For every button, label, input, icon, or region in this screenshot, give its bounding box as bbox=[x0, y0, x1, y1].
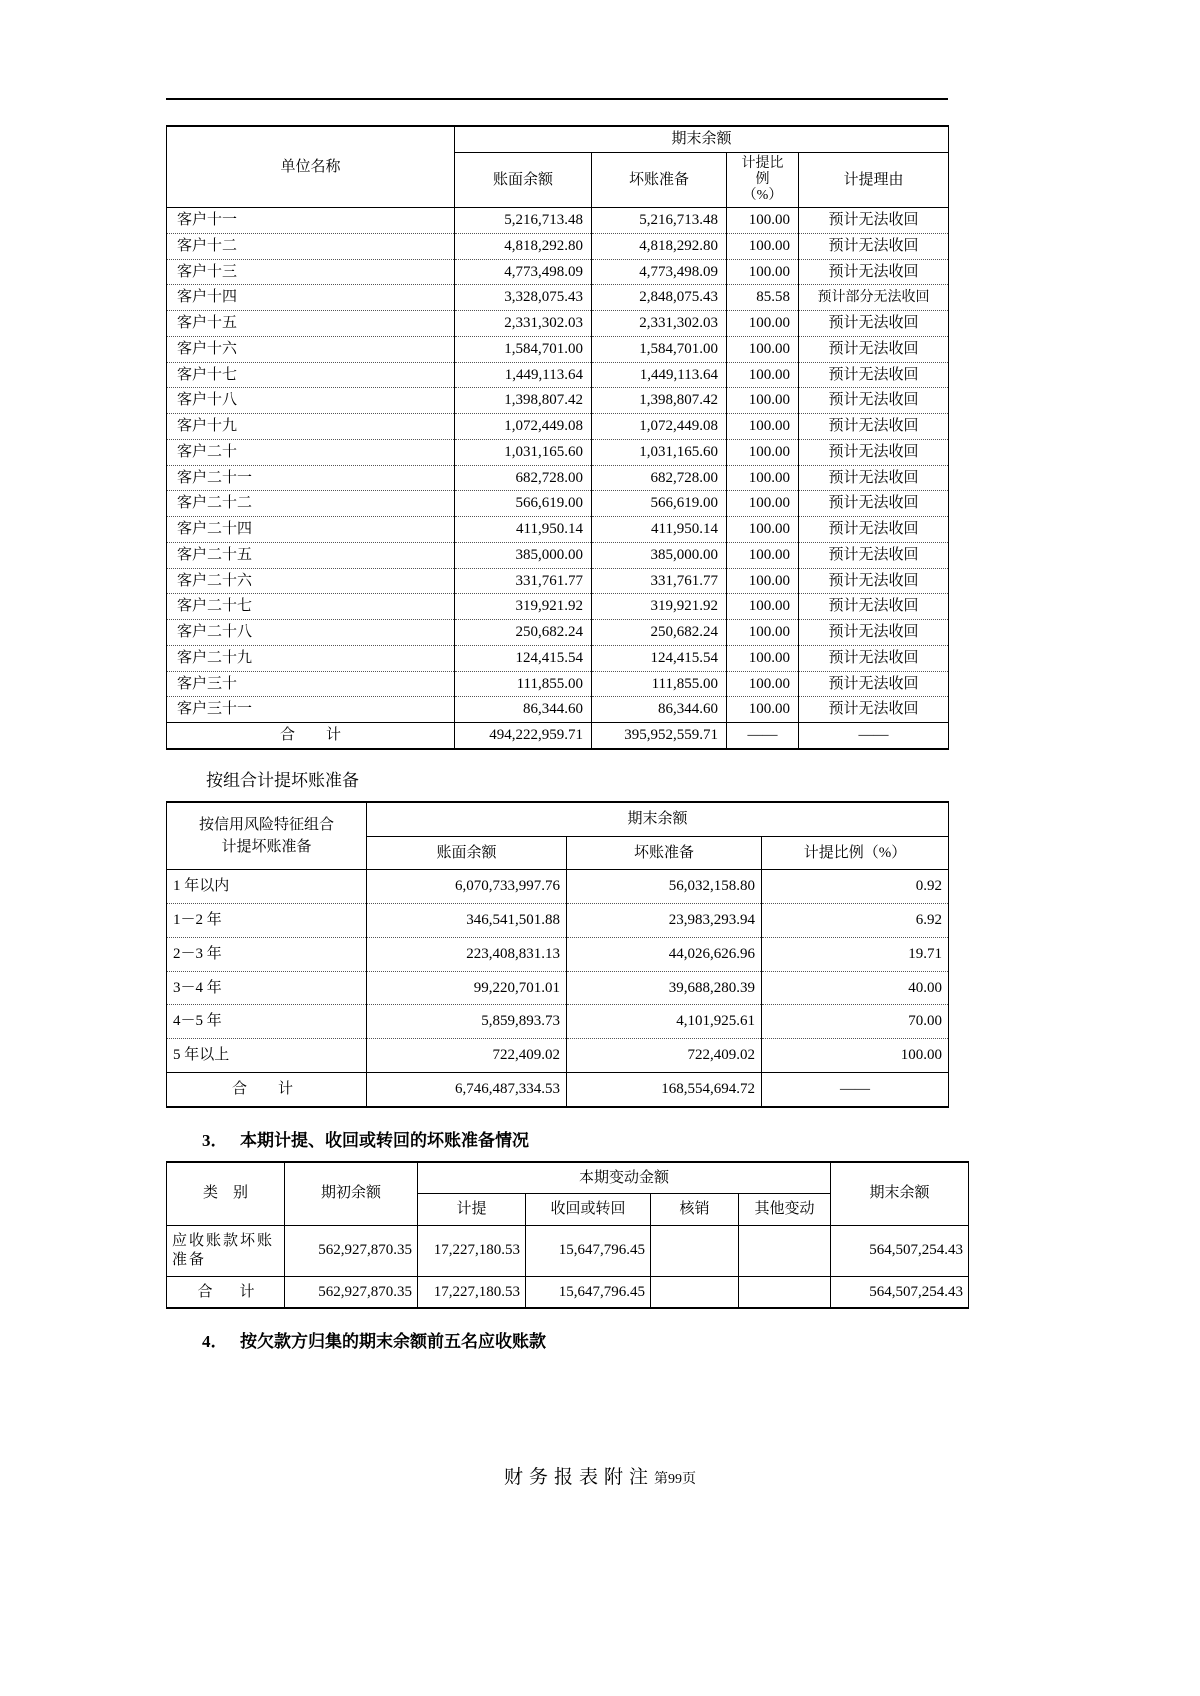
cell-ratio: 100.00 bbox=[727, 388, 799, 414]
cell-reason: 预计无法收回 bbox=[799, 542, 949, 568]
cell-provision: 411,950.14 bbox=[592, 517, 727, 543]
cell-unit-name: 客户二十五 bbox=[167, 542, 455, 568]
cell-provision: 44,026,626.96 bbox=[567, 937, 762, 971]
cell-provision: 86,344.60 bbox=[592, 697, 727, 723]
cell-reason: 预计无法收回 bbox=[799, 336, 949, 362]
cell-provision: 5,216,713.48 bbox=[592, 208, 727, 234]
cell-writeoff bbox=[651, 1226, 739, 1277]
cell-provision: 23,983,293.94 bbox=[567, 904, 762, 938]
table-row bbox=[167, 1162, 969, 1194]
cell-total-book-balance: 6,746,487,334.53 bbox=[367, 1072, 567, 1106]
cell-total-provision: 168,554,694.72 bbox=[567, 1072, 762, 1106]
cell-reason: 预计无法收回 bbox=[799, 362, 949, 388]
cell-ratio: 100.00 bbox=[727, 517, 799, 543]
cell-unit-name: 客户二十七 bbox=[167, 594, 455, 620]
cell-provision: 385,000.00 bbox=[592, 542, 727, 568]
table-total-row bbox=[167, 1276, 969, 1308]
cell-unit-name: 客户二十二 bbox=[167, 491, 455, 517]
table-individual-provision bbox=[166, 125, 949, 750]
cell-ratio: 100.00 bbox=[727, 311, 799, 337]
cell-provision: 319,921.92 bbox=[592, 594, 727, 620]
cell-reason: 预计无法收回 bbox=[799, 568, 949, 594]
table-row bbox=[167, 645, 949, 671]
col-header-change-amount: 本期变动金额 bbox=[418, 1162, 831, 1194]
cell-other-change bbox=[739, 1226, 831, 1277]
cell-book-balance: 1,398,807.42 bbox=[455, 388, 592, 414]
cell-book-balance: 223,408,831.13 bbox=[367, 937, 567, 971]
cell-unit-name: 客户十一 bbox=[167, 208, 455, 234]
footer-title: 财务报表附注 bbox=[503, 1467, 654, 1488]
col-header-book-balance: 账面余额 bbox=[367, 836, 567, 870]
cell-ratio: 100.00 bbox=[727, 491, 799, 517]
cell-ratio: 70.00 bbox=[762, 1005, 949, 1039]
table-row bbox=[167, 802, 949, 836]
cell-book-balance: 1,031,165.60 bbox=[455, 439, 592, 465]
cell-book-balance: 722,409.02 bbox=[367, 1039, 567, 1073]
table-row bbox=[167, 414, 949, 440]
cell-ratio: 100.00 bbox=[727, 594, 799, 620]
table-row bbox=[167, 517, 949, 543]
cell-book-balance: 4,818,292.80 bbox=[455, 233, 592, 259]
col-header-provision: 计提 bbox=[418, 1194, 526, 1226]
table-row bbox=[167, 870, 949, 904]
cell-provision: 4,101,925.61 bbox=[567, 1005, 762, 1039]
cell-book-balance: 319,921.92 bbox=[455, 594, 592, 620]
cell-ending-balance: 564,507,254.43 bbox=[831, 1226, 969, 1277]
col-header-unit-name: 单位名称 bbox=[167, 126, 455, 208]
cell-ratio: 6.92 bbox=[762, 904, 949, 938]
cell-aging-bucket: 3－4 年 bbox=[167, 971, 367, 1005]
col-header-group-category-line2: 计提坏账准备 bbox=[221, 839, 312, 856]
table-row bbox=[167, 233, 949, 259]
table-row bbox=[167, 208, 949, 234]
cell-book-balance: 385,000.00 bbox=[455, 542, 592, 568]
col-header-ending-balance: 期末余额 bbox=[831, 1162, 969, 1226]
cell-provision: 1,449,113.64 bbox=[592, 362, 727, 388]
cell-ratio: 100.00 bbox=[727, 542, 799, 568]
cell-reason: 预计无法收回 bbox=[799, 465, 949, 491]
cell-reason: 预计部分无法收回 bbox=[799, 285, 949, 311]
col-header-group-category-line1: 按信用风险特征组合 bbox=[198, 816, 334, 833]
section-4-title: 按欠款方归集的期末余额前五名应收账款 bbox=[240, 1332, 546, 1352]
cell-reason: 预计无法收回 bbox=[799, 208, 949, 234]
cell-book-balance: 331,761.77 bbox=[455, 568, 592, 594]
cell-ratio: 100.00 bbox=[727, 645, 799, 671]
section-heading-3 bbox=[202, 1126, 956, 1151]
cell-reason: 预计无法收回 bbox=[799, 439, 949, 465]
table-row bbox=[167, 362, 949, 388]
cell-reason: 预计无法收回 bbox=[799, 620, 949, 646]
cell-provision: 682,728.00 bbox=[592, 465, 727, 491]
col-header-ratio: 计提比例（%） bbox=[762, 836, 949, 870]
cell-ratio: 100.00 bbox=[727, 336, 799, 362]
col-header-book-balance: 账面余额 bbox=[455, 152, 592, 207]
cell-unit-name: 客户二十六 bbox=[167, 568, 455, 594]
cell-reason: 预计无法收回 bbox=[799, 645, 949, 671]
cell-total-ending-balance: 564,507,254.43 bbox=[831, 1276, 969, 1308]
cell-book-balance: 346,541,501.88 bbox=[367, 904, 567, 938]
cell-unit-name: 客户二十一 bbox=[167, 465, 455, 491]
cell-unit-name: 客户十四 bbox=[167, 285, 455, 311]
footer-page-number: 第99页 bbox=[654, 1472, 696, 1487]
col-header-ratio-line2: 例 bbox=[755, 171, 770, 187]
table-row bbox=[167, 671, 949, 697]
cell-reason: 预计无法收回 bbox=[799, 414, 949, 440]
section-heading-4 bbox=[202, 1327, 956, 1352]
cell-unit-name: 客户二十 bbox=[167, 439, 455, 465]
cell-book-balance: 250,682.24 bbox=[455, 620, 592, 646]
table-row bbox=[167, 491, 949, 517]
cell-total-label: 合 计 bbox=[167, 1276, 285, 1308]
cell-provision: 722,409.02 bbox=[567, 1039, 762, 1073]
cell-book-balance: 6,070,733,997.76 bbox=[367, 870, 567, 904]
cell-unit-name: 客户十九 bbox=[167, 414, 455, 440]
col-header-writeoff: 核销 bbox=[651, 1194, 739, 1226]
table-row bbox=[167, 439, 949, 465]
cell-ratio: 100.00 bbox=[727, 671, 799, 697]
table-total-row bbox=[167, 1072, 949, 1106]
table-row bbox=[167, 1039, 949, 1073]
table-row bbox=[167, 285, 949, 311]
col-header-recovery: 收回或转回 bbox=[526, 1194, 651, 1226]
cell-ratio: 100.00 bbox=[727, 259, 799, 285]
cell-book-balance: 3,328,075.43 bbox=[455, 285, 592, 311]
section-3-number: 3． bbox=[202, 1130, 228, 1150]
table-row bbox=[167, 465, 949, 491]
cell-reason: 预计无法收回 bbox=[799, 233, 949, 259]
table-row bbox=[167, 971, 949, 1005]
cell-ratio: 19.71 bbox=[762, 937, 949, 971]
table-total-row bbox=[167, 723, 949, 749]
cell-unit-name: 客户十七 bbox=[167, 362, 455, 388]
cell-ratio: 100.00 bbox=[727, 362, 799, 388]
table-row bbox=[167, 937, 949, 971]
page-content bbox=[166, 125, 964, 1362]
table-row bbox=[167, 620, 949, 646]
cell-provision: 56,032,158.80 bbox=[567, 870, 762, 904]
cell-total-ratio: —— bbox=[762, 1072, 949, 1106]
cell-ratio: 0.92 bbox=[762, 870, 949, 904]
cell-provision: 39,688,280.39 bbox=[567, 971, 762, 1005]
cell-total-recovery: 15,647,796.45 bbox=[526, 1276, 651, 1308]
col-header-category: 类 别 bbox=[167, 1162, 285, 1226]
table-row bbox=[167, 126, 949, 152]
cell-recovery: 15,647,796.45 bbox=[526, 1226, 651, 1277]
table-row bbox=[167, 1005, 949, 1039]
cell-aging-bucket: 4－5 年 bbox=[167, 1005, 367, 1039]
cell-total-ratio: —— bbox=[727, 723, 799, 749]
cell-ratio: 100.00 bbox=[727, 233, 799, 259]
cell-provision: 2,848,075.43 bbox=[592, 285, 727, 311]
cell-total-provision: 395,952,559.71 bbox=[592, 723, 727, 749]
cell-total-other-change bbox=[739, 1276, 831, 1308]
table-row bbox=[167, 904, 949, 938]
cell-provision: 1,584,701.00 bbox=[592, 336, 727, 362]
cell-provision: 1,072,449.08 bbox=[592, 414, 727, 440]
cell-unit-name: 客户十三 bbox=[167, 259, 455, 285]
cell-total-opening-balance: 562,927,870.35 bbox=[285, 1276, 418, 1308]
cell-ratio: 40.00 bbox=[762, 971, 949, 1005]
cell-book-balance: 5,859,893.73 bbox=[367, 1005, 567, 1039]
paragraph-group-provision-title: 按组合计提坏账准备 bbox=[206, 770, 359, 790]
cell-unit-name: 客户十二 bbox=[167, 233, 455, 259]
table-row bbox=[167, 259, 949, 285]
col-header-ending-balance: 期末余额 bbox=[455, 126, 949, 152]
table-row bbox=[167, 697, 949, 723]
cell-total-label: 合 计 bbox=[167, 1072, 367, 1106]
col-header-ending-balance: 期末余额 bbox=[367, 802, 949, 836]
cell-reason: 预计无法收回 bbox=[799, 388, 949, 414]
cell-provision: 4,773,498.09 bbox=[592, 259, 727, 285]
col-header-reason: 计提理由 bbox=[799, 152, 949, 207]
cell-book-balance: 86,344.60 bbox=[455, 697, 592, 723]
cell-reason: 预计无法收回 bbox=[799, 259, 949, 285]
cell-ratio: 100.00 bbox=[727, 697, 799, 723]
table-provision-movement bbox=[166, 1161, 969, 1310]
col-header-bad-debt-provision: 坏账准备 bbox=[592, 152, 727, 207]
col-header-ratio bbox=[727, 152, 799, 207]
cell-category: 应收账款坏账准备 bbox=[167, 1226, 285, 1277]
cell-reason: 预计无法收回 bbox=[799, 491, 949, 517]
col-header-ratio-line1: 计提比 bbox=[741, 155, 784, 171]
cell-ratio: 100.00 bbox=[727, 208, 799, 234]
cell-total-writeoff bbox=[651, 1276, 739, 1308]
cell-book-balance: 411,950.14 bbox=[455, 517, 592, 543]
cell-unit-name: 客户二十四 bbox=[167, 517, 455, 543]
cell-book-balance: 99,220,701.01 bbox=[367, 971, 567, 1005]
cell-aging-bucket: 1－2 年 bbox=[167, 904, 367, 938]
cell-book-balance: 124,415.54 bbox=[455, 645, 592, 671]
cell-unit-name: 客户十八 bbox=[167, 388, 455, 414]
cell-reason: 预计无法收回 bbox=[799, 594, 949, 620]
table-row bbox=[167, 1226, 969, 1277]
cell-provision: 250,682.24 bbox=[592, 620, 727, 646]
header-rule bbox=[166, 98, 948, 100]
table-row bbox=[167, 568, 949, 594]
section-4-number: 4． bbox=[202, 1332, 228, 1352]
table-row bbox=[167, 542, 949, 568]
cell-total-reason: —— bbox=[799, 723, 949, 749]
cell-reason: 预计无法收回 bbox=[799, 697, 949, 723]
cell-provision: 111,855.00 bbox=[592, 671, 727, 697]
cell-opening-balance: 562,927,870.35 bbox=[285, 1226, 418, 1277]
cell-aging-bucket: 5 年以上 bbox=[167, 1039, 367, 1073]
cell-unit-name: 客户十六 bbox=[167, 336, 455, 362]
cell-book-balance: 4,773,498.09 bbox=[455, 259, 592, 285]
cell-reason: 预计无法收回 bbox=[799, 517, 949, 543]
section-3-title: 本期计提、收回或转回的坏账准备情况 bbox=[240, 1130, 529, 1150]
cell-book-balance: 2,331,302.03 bbox=[455, 311, 592, 337]
cell-ratio: 85.58 bbox=[727, 285, 799, 311]
cell-ratio: 100.00 bbox=[727, 439, 799, 465]
table-row bbox=[167, 388, 949, 414]
cell-book-balance: 5,216,713.48 bbox=[455, 208, 592, 234]
cell-provision: 17,227,180.53 bbox=[418, 1226, 526, 1277]
cell-provision: 4,818,292.80 bbox=[592, 233, 727, 259]
cell-unit-name: 客户二十八 bbox=[167, 620, 455, 646]
col-header-other-change: 其他变动 bbox=[739, 1194, 831, 1226]
table-group-provision bbox=[166, 801, 949, 1108]
cell-book-balance: 111,855.00 bbox=[455, 671, 592, 697]
table-row bbox=[167, 336, 949, 362]
cell-provision: 1,031,165.60 bbox=[592, 439, 727, 465]
cell-aging-bucket: 2－3 年 bbox=[167, 937, 367, 971]
cell-provision: 566,619.00 bbox=[592, 491, 727, 517]
cell-unit-name: 客户二十九 bbox=[167, 645, 455, 671]
cell-aging-bucket: 1 年以内 bbox=[167, 870, 367, 904]
cell-book-balance: 682,728.00 bbox=[455, 465, 592, 491]
cell-ratio: 100.00 bbox=[727, 620, 799, 646]
cell-ratio: 100.00 bbox=[727, 465, 799, 491]
cell-ratio: 100.00 bbox=[762, 1039, 949, 1073]
cell-book-balance: 1,584,701.00 bbox=[455, 336, 592, 362]
table-row bbox=[167, 311, 949, 337]
cell-provision: 2,331,302.03 bbox=[592, 311, 727, 337]
cell-ratio: 100.00 bbox=[727, 414, 799, 440]
cell-unit-name: 客户三十一 bbox=[167, 697, 455, 723]
cell-provision: 331,761.77 bbox=[592, 568, 727, 594]
cell-book-balance: 1,072,449.08 bbox=[455, 414, 592, 440]
cell-reason: 预计无法收回 bbox=[799, 311, 949, 337]
page-footer bbox=[0, 1462, 1200, 1489]
col-header-opening-balance: 期初余额 bbox=[285, 1162, 418, 1226]
cell-total-provision: 17,227,180.53 bbox=[418, 1276, 526, 1308]
cell-book-balance: 566,619.00 bbox=[455, 491, 592, 517]
cell-provision: 1,398,807.42 bbox=[592, 388, 727, 414]
table-row bbox=[167, 594, 949, 620]
cell-provision: 124,415.54 bbox=[592, 645, 727, 671]
cell-ratio: 100.00 bbox=[727, 568, 799, 594]
cell-unit-name: 客户十五 bbox=[167, 311, 455, 337]
cell-unit-name: 客户三十 bbox=[167, 671, 455, 697]
cell-reason: 预计无法收回 bbox=[799, 671, 949, 697]
col-header-ratio-line3: （%） bbox=[742, 187, 783, 203]
col-header-group-category bbox=[167, 802, 367, 870]
cell-total-label: 合 计 bbox=[167, 723, 455, 749]
cell-book-balance: 1,449,113.64 bbox=[455, 362, 592, 388]
cell-total-book-balance: 494,222,959.71 bbox=[455, 723, 592, 749]
col-header-bad-debt-provision: 坏账准备 bbox=[567, 836, 762, 870]
